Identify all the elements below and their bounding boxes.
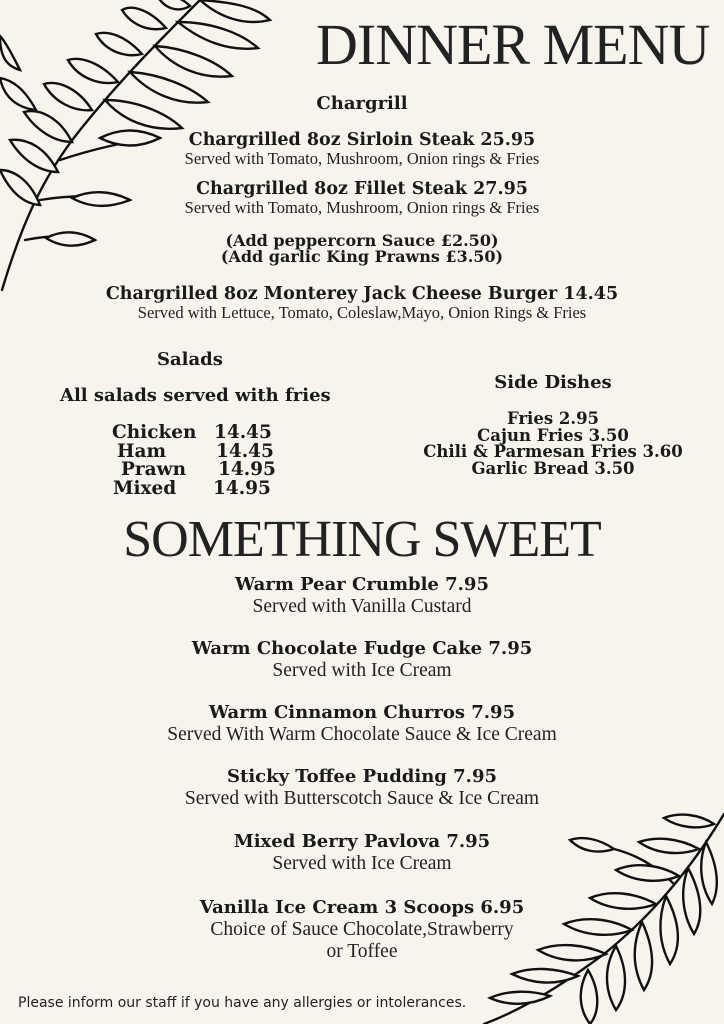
extra-prawns: (Add garlic King Prawns £3.50)	[220, 247, 504, 266]
item-name: Chargrilled 8oz Fillet Steak 27.95	[196, 179, 528, 199]
item-desc: Served With Warm Chocolate Sauce & Ice Cream	[167, 724, 557, 745]
item-name: Mixed Berry Pavlova 7.95	[233, 831, 491, 852]
list-item	[112, 477, 312, 499]
item-desc: Served with Butterscotch Sauce & Ice Cream	[184, 788, 540, 809]
item-name: Sticky Toffee Pudding 7.95	[227, 766, 497, 787]
dessert-item-pear-crumble	[112, 574, 612, 618]
section-heading-salads: Salads	[157, 349, 223, 370]
allergy-note: Please inform our staff if you have any allergies or intolerances.	[18, 995, 467, 1011]
page-title: DINNER MENU	[316, 12, 710, 77]
extra-peppercorn: (Add peppercorn Sauce £2.50)	[225, 231, 499, 250]
salads-list	[112, 424, 312, 498]
side-dishes-list	[403, 411, 703, 477]
list-item: Chili & Parmesan Fries 3.60	[423, 442, 683, 461]
list-item: Garlic Bread 3.50	[471, 458, 635, 478]
section-heading-side-dishes: Side Dishes	[494, 372, 612, 393]
salad-name: Mixed	[113, 477, 177, 499]
item-desc: Served with Tomato, Mushroom, Onion rings & Fries	[184, 149, 540, 168]
dessert-item-ice-cream	[112, 897, 612, 963]
dessert-item-churros	[62, 702, 662, 746]
salad-name: Chicken	[112, 422, 197, 443]
salad-price: 14.45	[216, 440, 274, 462]
item-name: Vanilla Ice Cream 3 Scoops 6.95	[199, 897, 525, 918]
menu-item-burger	[32, 284, 692, 321]
chargrill-extras	[162, 233, 562, 265]
item-name: Warm Pear Crumble 7.95	[235, 574, 489, 595]
section-heading-chargrill: Chargrill	[316, 93, 408, 114]
menu-item-fillet	[62, 179, 662, 216]
item-name: Chargrilled 8oz Sirloin Steak 25.95	[188, 130, 536, 150]
item-name: Warm Cinnamon Churros 7.95	[208, 702, 516, 723]
list-item: Cajun Fries 3.50	[477, 425, 629, 445]
salad-price: 14.95	[213, 477, 271, 499]
list-item: Fries 2.95	[506, 409, 600, 428]
item-desc-line2: or Toffee	[326, 941, 398, 962]
item-desc: Choice of Sauce Chocolate,Strawberry	[210, 919, 514, 940]
item-desc: Served with Vanilla Custard	[252, 596, 472, 617]
dessert-item-fudge-cake	[112, 638, 612, 682]
salad-price: 14.45	[214, 422, 272, 443]
item-name: Warm Chocolate Fudge Cake 7.95	[191, 638, 533, 659]
menu-item-sirloin	[62, 130, 662, 167]
item-desc: Served with Tomato, Mushroom, Onion rings & Fries	[184, 198, 540, 217]
section-title-something-sweet: SOMETHING SWEET	[123, 511, 601, 568]
salad-name: Ham	[117, 440, 167, 462]
list-item	[112, 424, 312, 443]
salads-subheading: All salads served with fries	[60, 385, 331, 406]
salad-price: 14.95	[218, 459, 276, 480]
item-desc: Served with Ice Cream	[272, 660, 452, 681]
list-item	[112, 461, 312, 480]
dessert-item-pavlova	[112, 831, 612, 875]
item-desc: Served with Ice Cream	[272, 853, 452, 874]
dessert-item-sticky-toffee	[62, 766, 662, 810]
item-name: Chargrilled 8oz Monterey Jack Cheese Burger 14.45	[105, 284, 619, 304]
salad-name: Prawn	[121, 459, 187, 480]
item-desc: Served with Lettuce, Tomato, Coleslaw,Mayo, Onion Rings & Fries	[137, 303, 587, 322]
